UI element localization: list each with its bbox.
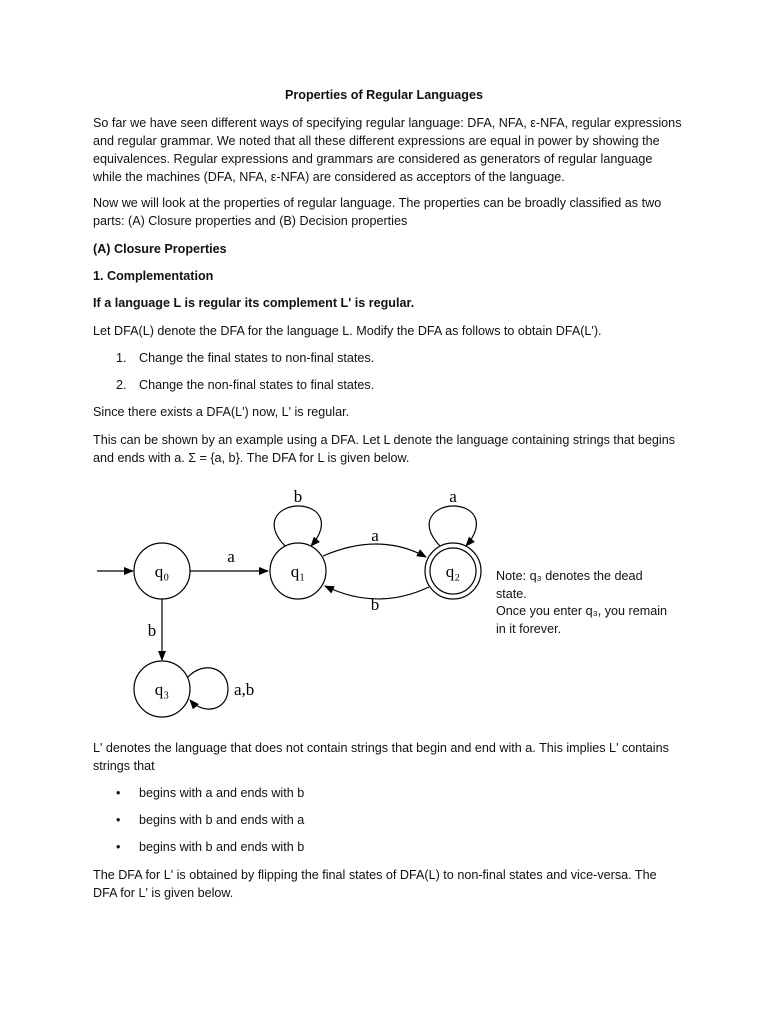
state-q0-label: q₀ (154, 562, 170, 581)
bullet-dot: • (116, 813, 121, 827)
note-line: in it forever. (496, 621, 562, 636)
step-text: Change the non-final states to final states. (139, 378, 375, 392)
loop-q2 (429, 506, 476, 546)
edge-q1-q2-label: a (371, 526, 379, 545)
loop-q3-label: a,b (234, 680, 255, 699)
bullet-item: begins with b and ends with a (139, 813, 305, 827)
edge-q0-q1-label: a (227, 547, 235, 566)
intro-paragraph-2: Now we will look at the properties of regular language. The properties can be broadly classified as two parts: (A) Closure properties and (B) Decision properties (93, 196, 662, 228)
edge-q2-q1-label: b (370, 595, 380, 614)
edge-q1-q2 (323, 544, 426, 557)
bullet-dot: • (116, 840, 121, 854)
bullet-dot: • (116, 786, 121, 800)
section-heading-closure: (A) Closure Properties (93, 242, 227, 256)
state-q2-label: q₂ (445, 562, 461, 581)
note-line: state. (496, 586, 527, 601)
example-paragraph: This can be shown by an example using a DFA. Let L denote the language containing strings that begins and ends with a. Σ = {a, b}. The DFA for L is given below. (93, 433, 676, 465)
let-paragraph: Let DFA(L) denote the DFA for the language L. Modify the DFA as follows to obtain DFA(L'). (93, 324, 602, 338)
page-title: Properties of Regular Languages (284, 88, 484, 102)
state-q3-label: q₃ (154, 680, 170, 699)
complement-paragraph: L' denotes the language that does not contain strings that begin and end with a. This implies L' contains strings that (93, 741, 669, 773)
loop-q2-label: a (449, 487, 457, 506)
closing-paragraph: The DFA for L' is obtained by flipping the final states of DFA(L) to non-final states and vice-versa. The DFA for L' is given below. (93, 868, 657, 900)
subsection-heading-complementation: 1. Complementation (93, 269, 214, 283)
note-line: Note: q₃ denotes the dead (496, 569, 643, 583)
state-q1-label: q₁ (290, 562, 306, 581)
diagram-note (496, 568, 686, 638)
loop-q1 (274, 506, 321, 546)
theorem-statement: If a language L is regular its complement L' is regular. (93, 296, 415, 310)
since-paragraph: Since there exists a DFA(L') now, L' is regular. (93, 405, 350, 419)
note-line: Once you enter q₃, you remain (496, 604, 668, 618)
intro-paragraph-1: So far we have seen different ways of specifying regular language: DFA, NFA, ε-NFA, regular expressions and regular grammar. We noted that all these different expressions are equal in power by showing the equivalences. Regular expressions and grammars are considered as generators of regular language while the machines (DFA, NFA, ε-NFA) are considered as acceptors of the language. (93, 116, 682, 184)
step-number: 1. (116, 351, 127, 365)
step-text: Change the final states to non-final states. (139, 351, 375, 365)
edge-q0-q3-label: b (147, 621, 157, 640)
loop-q3 (188, 668, 228, 709)
bullet-item: begins with b and ends with b (139, 840, 305, 854)
bullet-item: begins with a and ends with b (139, 786, 305, 800)
step-number: 2. (116, 378, 127, 392)
loop-q1-label: b (293, 487, 303, 506)
